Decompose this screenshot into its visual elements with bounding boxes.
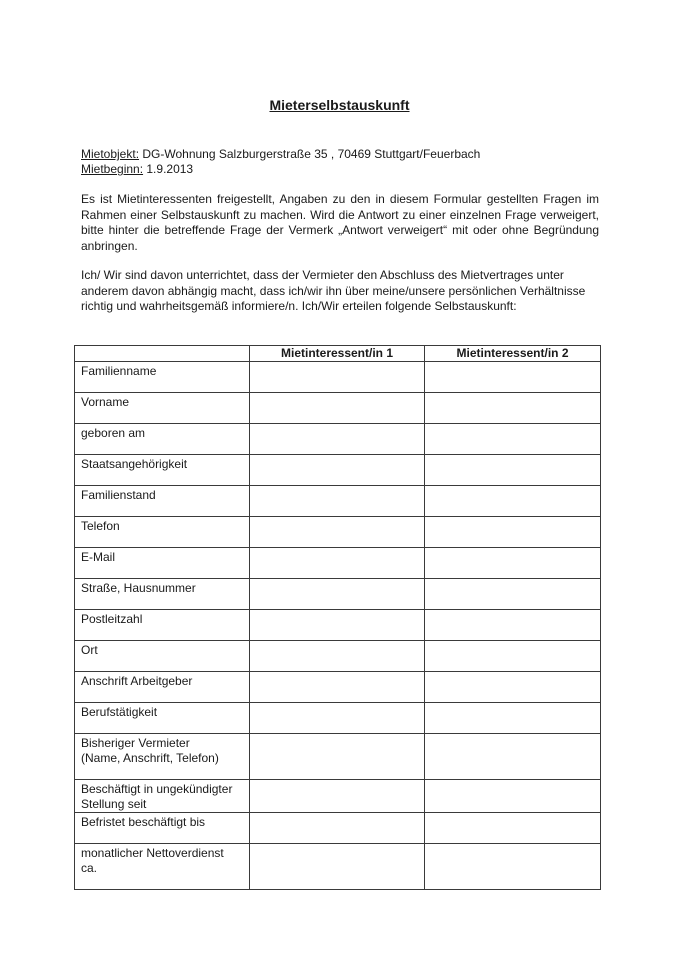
- applicant-2-entry-cell[interactable]: [425, 610, 601, 641]
- applicant-2-entry-cell[interactable]: [425, 734, 601, 780]
- row-label: Familienname: [81, 364, 157, 378]
- applicant-2-entry-cell[interactable]: [425, 672, 601, 703]
- applicant-2-entry-cell[interactable]: [425, 780, 601, 813]
- applicant-1-entry-cell[interactable]: [250, 672, 425, 703]
- row-label-cell: [75, 517, 250, 548]
- applicant-2-entry-cell[interactable]: [425, 393, 601, 424]
- applicant-2-entry-cell[interactable]: [425, 813, 601, 844]
- row-label-cell: [75, 579, 250, 610]
- applicant-1-entry-cell[interactable]: [250, 579, 425, 610]
- rental-object-label: Mietobjekt:: [81, 147, 140, 161]
- applicant-2-entry-cell[interactable]: [425, 703, 601, 734]
- table-row: [75, 703, 601, 734]
- row-label: Vorname: [81, 395, 130, 409]
- row-label-cell: [75, 610, 250, 641]
- applicant-1-entry-cell[interactable]: [250, 548, 425, 579]
- row-label: geboren am: [81, 426, 146, 440]
- row-label: Straße, Hausnummer: [81, 581, 196, 595]
- table-row: [75, 548, 601, 579]
- table-row: [75, 844, 601, 890]
- page-title: Mieterselbstauskunft: [269, 97, 410, 113]
- table-row: [75, 579, 601, 610]
- row-label: Berufstätigkeit: [81, 705, 158, 719]
- applicant-1-entry-cell[interactable]: [250, 780, 425, 813]
- row-label-line2: (Name, Anschrift, Telefon): [81, 751, 219, 765]
- applicant-2-entry-cell[interactable]: [425, 362, 601, 393]
- table-row: [75, 641, 601, 672]
- table-row: [75, 486, 601, 517]
- row-label-cell: [75, 641, 250, 672]
- applicant-1-entry-cell[interactable]: [250, 610, 425, 641]
- applicant-1-entry-cell[interactable]: [250, 424, 425, 455]
- consent-paragraph: Ich/ Wir sind davon unterrichtet, dass der Vermieter den Abschluss des Mietvertrages unter anderem davon abhängig macht, dass ich/wir ihn über meine/unsere persönlichen Verhältnisse richtig und wahrheitsgemäß informiere/n. Ich/Wir erteilen folgende Selbstauskunft:: [81, 268, 586, 313]
- row-label: Ort: [81, 643, 98, 657]
- row-label: Staatsangehörigkeit: [81, 457, 188, 471]
- row-label-cell: [75, 703, 250, 734]
- row-label-cell: [75, 455, 250, 486]
- header-applicant-2: Mietinteressent/in 2: [425, 346, 601, 362]
- row-label-cell: [75, 844, 250, 890]
- rental-object-value: DG-Wohnung Salzburgerstraße 35 , 70469 Stuttgart/Feuerbach: [139, 147, 481, 161]
- table-row: [75, 672, 601, 703]
- row-label-line2: Stellung seit: [81, 797, 147, 811]
- table-row: [75, 455, 601, 486]
- rental-start-value: 1.9.2013: [143, 162, 194, 176]
- table-row: [75, 813, 601, 844]
- header-blank: [75, 346, 250, 362]
- applicant-2-entry-cell[interactable]: [425, 486, 601, 517]
- row-label-cell: [75, 486, 250, 517]
- rental-object-line: [81, 147, 480, 162]
- row-label-cell: [75, 813, 250, 844]
- applicant-2-entry-cell[interactable]: [425, 455, 601, 486]
- applicant-1-entry-cell[interactable]: [250, 703, 425, 734]
- applicant-2-entry-cell[interactable]: [425, 424, 601, 455]
- header-applicant-1: Mietinteressent/in 1: [250, 346, 425, 362]
- applicant-1-entry-cell[interactable]: [250, 844, 425, 890]
- applicant-2-entry-cell[interactable]: [425, 641, 601, 672]
- rental-start-label: Mietbeginn:: [81, 162, 144, 176]
- applicant-2-entry-cell[interactable]: [425, 548, 601, 579]
- table-row: [75, 517, 601, 548]
- row-label: Bisheriger Vermieter: [81, 736, 190, 750]
- applicant-2-entry-cell[interactable]: [425, 517, 601, 548]
- row-label: Familienstand: [81, 488, 156, 502]
- row-label-cell: [75, 548, 250, 579]
- table-header-row: [75, 346, 601, 362]
- applicant-2-entry-cell[interactable]: [425, 579, 601, 610]
- row-label-cell: [75, 780, 250, 813]
- row-label: Postleitzahl: [81, 612, 143, 626]
- table-row: [75, 610, 601, 641]
- row-label: monatlicher Nettoverdienst ca.: [81, 846, 224, 875]
- table-row: [75, 362, 601, 393]
- row-label-cell: [75, 672, 250, 703]
- applicant-1-entry-cell[interactable]: [250, 393, 425, 424]
- applicant-1-entry-cell[interactable]: [250, 362, 425, 393]
- row-label-cell: [75, 393, 250, 424]
- row-label-cell: [75, 424, 250, 455]
- row-label-cell: [75, 362, 250, 393]
- row-label: Beschäftigt in ungekündigter: [81, 782, 233, 796]
- applicant-1-entry-cell[interactable]: [250, 455, 425, 486]
- table-row: [75, 393, 601, 424]
- row-label: Telefon: [81, 519, 120, 533]
- applicant-1-entry-cell[interactable]: [250, 813, 425, 844]
- table-row: [75, 424, 601, 455]
- row-label: Anschrift Arbeitgeber: [81, 674, 193, 688]
- applicant-1-entry-cell[interactable]: [250, 641, 425, 672]
- table-row: [75, 780, 601, 813]
- row-label: E-Mail: [81, 550, 116, 564]
- row-label: Befristet beschäftigt bis: [81, 815, 206, 829]
- row-label-cell: [75, 734, 250, 780]
- applicant-1-entry-cell[interactable]: [250, 517, 425, 548]
- rental-start-line: [81, 162, 193, 177]
- intro-paragraph: Es ist Mietinteressenten freigestellt, Angaben zu den in diesem Formular gestellten Fragen im Rahmen einer Selbstauskunft zu machen. Wird die Antwort zu einer einzelnen Frage verweigert, bitte hinter die betreffende Frage der Vermerk „Antwort verweigert“ mit oder ohne Begründung anbringen.: [81, 192, 599, 253]
- self-disclosure-table: [74, 345, 601, 890]
- applicant-1-entry-cell[interactable]: [250, 734, 425, 780]
- applicant-2-entry-cell[interactable]: [425, 844, 601, 890]
- applicant-1-entry-cell[interactable]: [250, 486, 425, 517]
- table-row: [75, 734, 601, 780]
